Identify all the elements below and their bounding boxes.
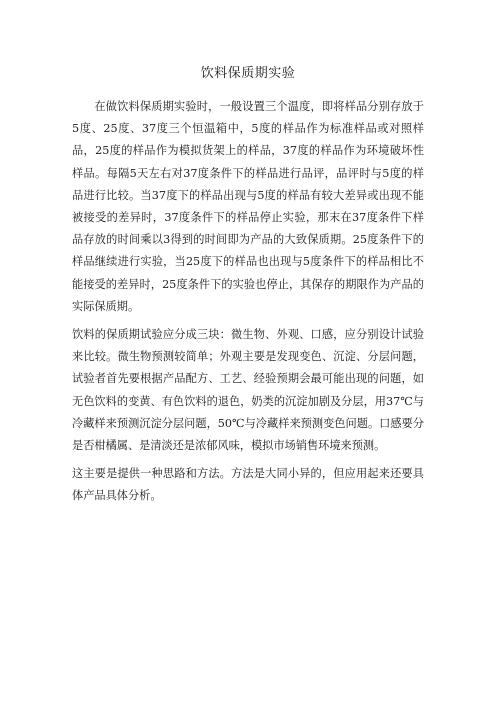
document-title: 饮料保质期实验 xyxy=(200,66,296,81)
document-body xyxy=(72,96,424,514)
paragraph-test-categories: 饮料的保质期试验应分成三块：微生物、外观、口感，应分别设计试验来比较。微生物预测较简单；外观主要是发现变色、沉淀、分层问题，试验者首先要根据产品配方、工艺、经验预期会最可能出现的问题，如无色饮料的变黄、有色饮料的退色，奶类的沉淀加剧及分层，用37℃与冷藏样来预测沉淀分层问题，50℃与冷藏样来预测变色问题。口感要分是否柑橘属、是清淡还是浓郁风味，模拟市场销售环境来预测。 xyxy=(72,328,424,453)
paragraph-conclusion: 这主要是提供一种思路和方法。方法是大同小异的，但应用起来还要具体产品具体分析。 xyxy=(72,467,424,503)
paragraph-storage-temperatures: 在做饮料保质期实验时，一般设置三个温度，即将样品分别存放于5度、25度、37度三个恒温箱中，5度的样品作为标准样品或对照样品，25度的样品作为模拟货架上的样品，37度的样品作为环境破坏性样品。每隔5天左右对37度条件下的样品进行品评，品评时与5度的样品进行比较。当37度下的样品出现与5度的样品有较大差异或出现不能被接受的差异时，37度条件下的样品停止实验，那末在37度条件下样品存放的时间乘以3得到的时间即为产品的大致保质期。25度条件下的样品继续进行实验，当25度下的样品也出现与5度条件下的样品相比不能接受的差异时，25度条件下的实验也停止，其保存的期限作为产品的实际保质期。 xyxy=(72,100,424,313)
